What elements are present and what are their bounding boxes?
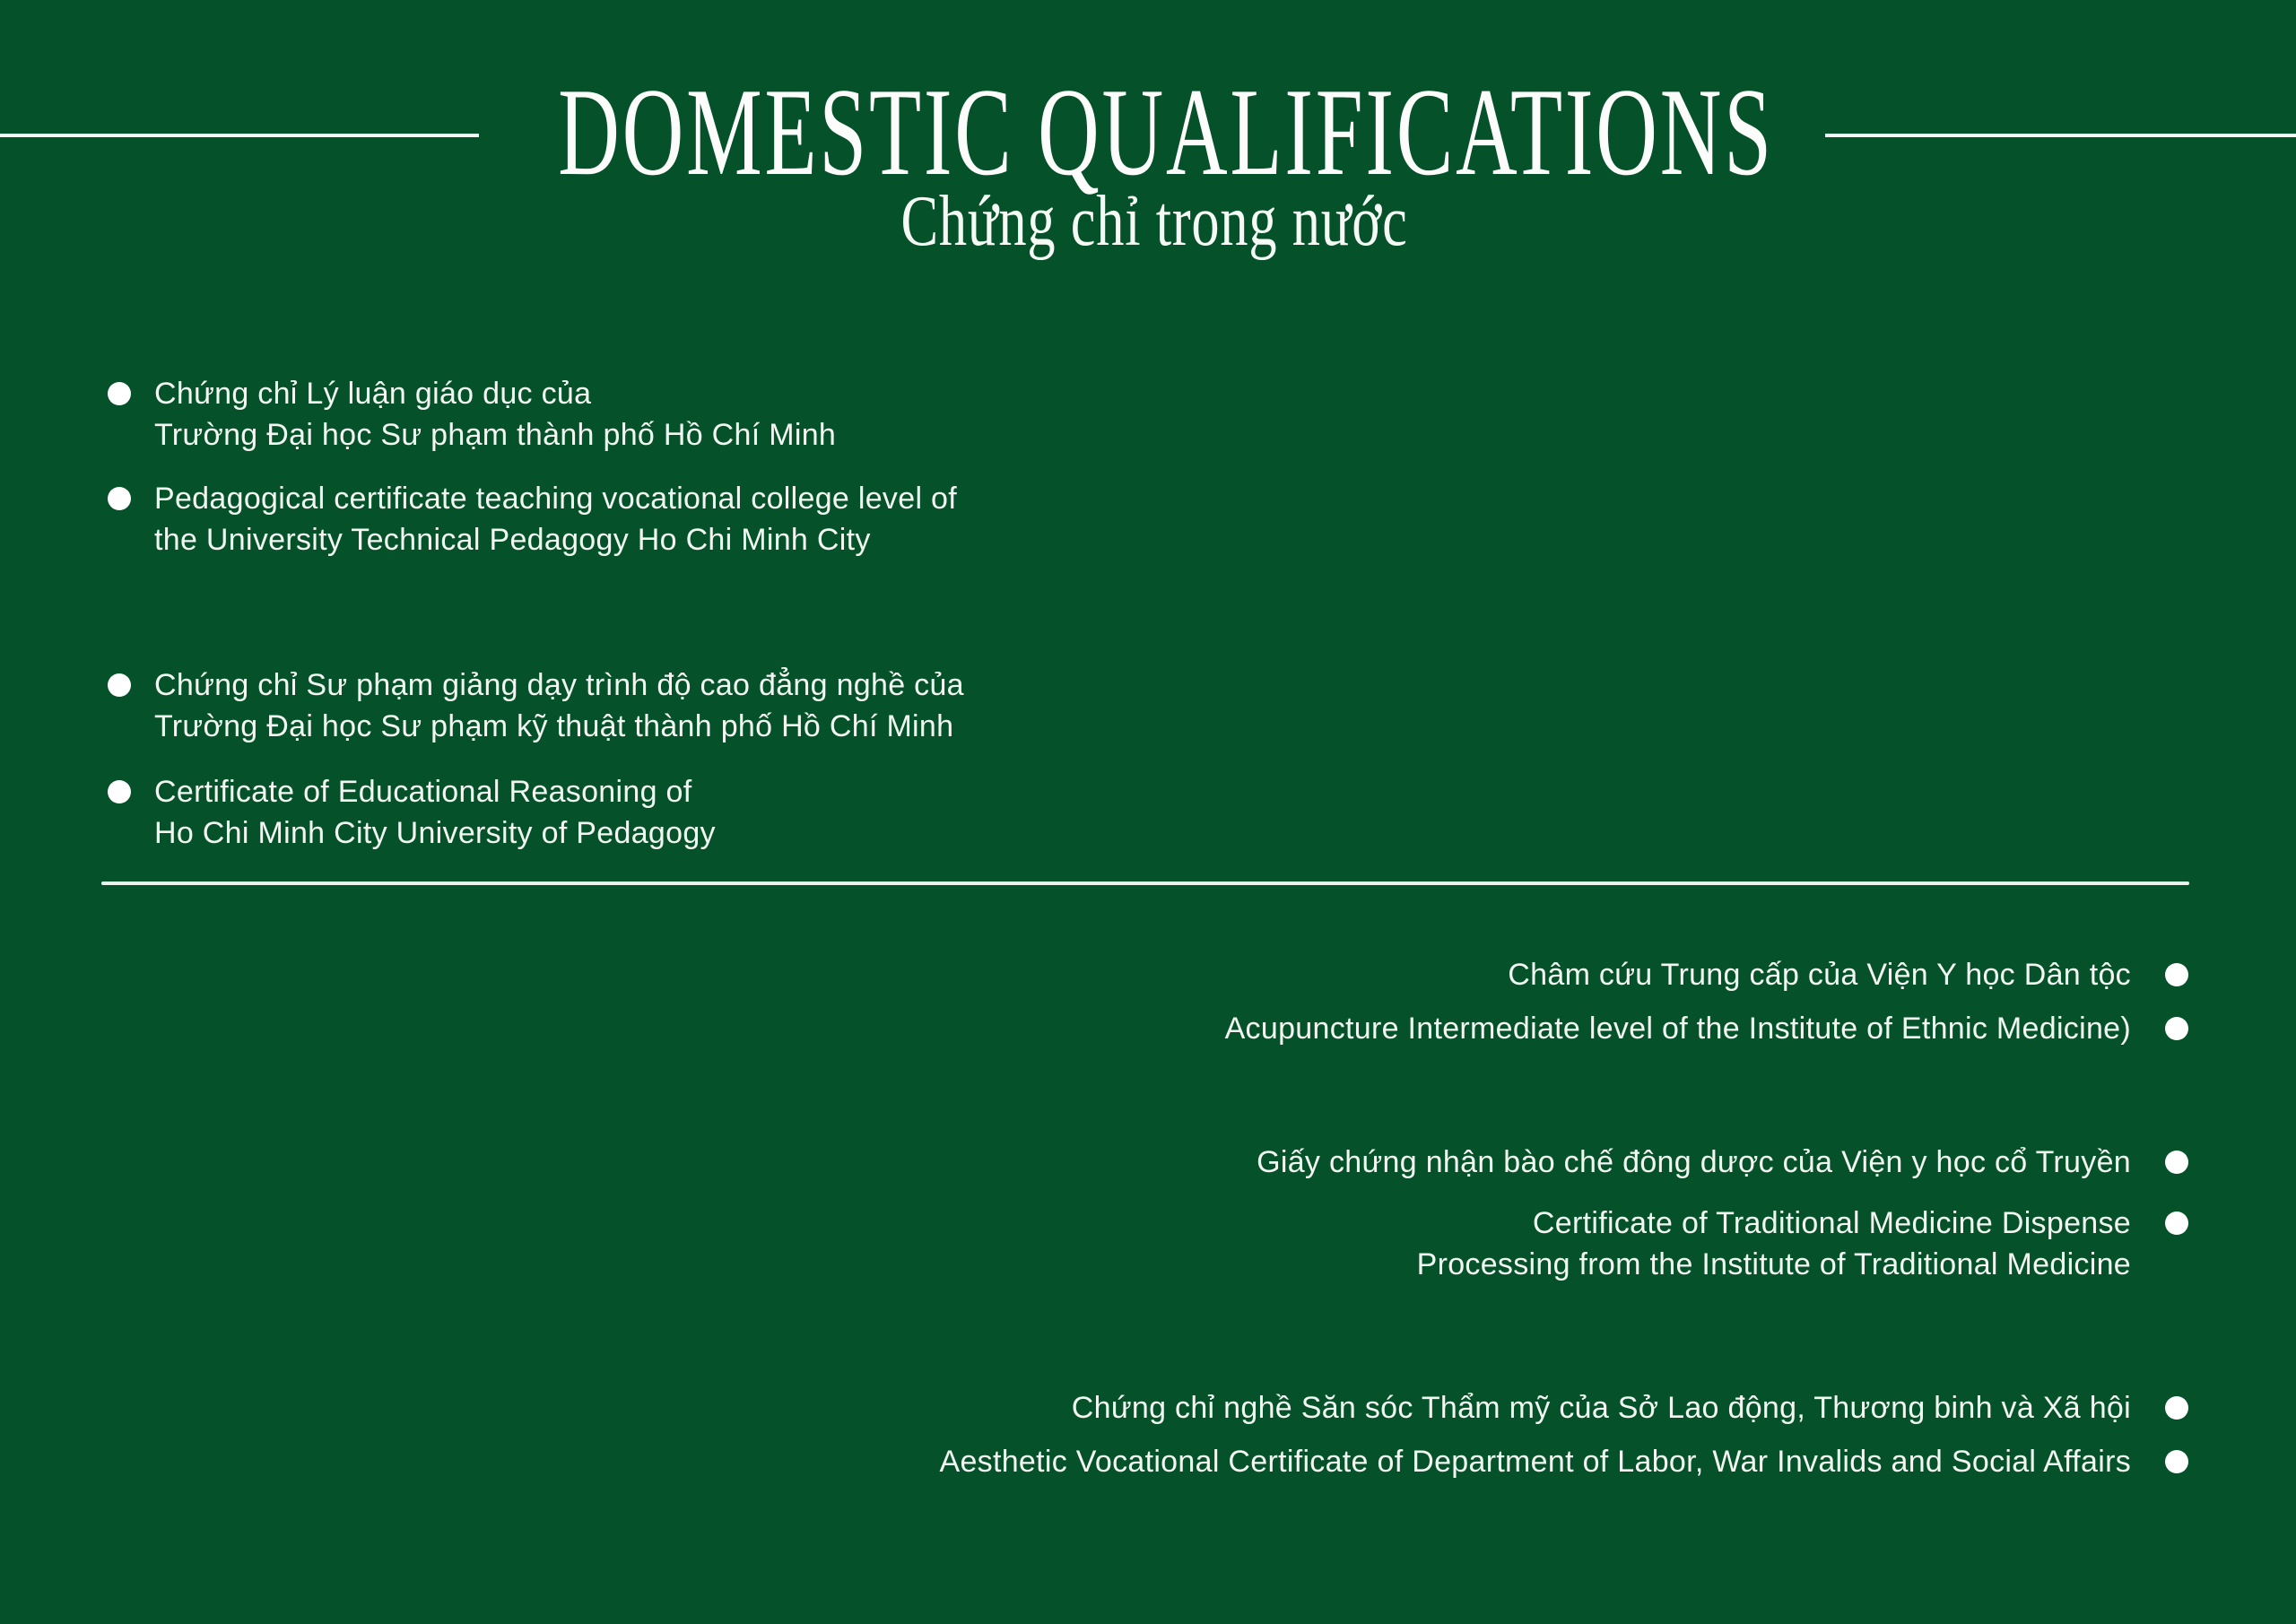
list-item — [108, 373, 836, 456]
bullet-icon — [2165, 1017, 2188, 1040]
page-title: DOMESTIC QUALIFICATIONS — [558, 63, 1774, 202]
list-item-line: Aesthetic Vocational Certificate of Department of Labor, War Invalids and Social Affairs — [939, 1445, 2131, 1479]
bullet-icon — [108, 673, 131, 697]
list-item — [1225, 1008, 2188, 1049]
list-item — [1072, 1387, 2188, 1429]
bullet-icon — [108, 382, 131, 405]
list-item-line: Ho Chi Minh City University of Pedagogy — [154, 816, 716, 850]
list-item-line: Certificate of Traditional Medicine Dispense — [1532, 1206, 2131, 1240]
list-item — [1257, 1142, 2188, 1183]
list-item-line: Chứng chỉ Lý luận giáo dục của — [154, 377, 592, 411]
list-item — [939, 1441, 2188, 1482]
list-item-line: Processing from the Institute of Traditional Medicine — [1416, 1247, 2131, 1281]
list-item-line: Châm cứu Trung cấp của Viện Y học Dân tộc — [1508, 958, 2131, 992]
list-item — [108, 478, 957, 560]
list-item — [108, 664, 964, 747]
bullet-icon — [2165, 1211, 2188, 1235]
page-subtitle: Chứng chỉ trong nước — [900, 182, 1408, 261]
bullet-icon — [108, 487, 131, 510]
bullet-icon — [108, 780, 131, 803]
list-item-line: Acupuncture Intermediate level of the Institute of Ethnic Medicine) — [1224, 1012, 2131, 1046]
bullet-icon — [2165, 1450, 2188, 1473]
list-item-line: the University Technical Pedagogy Ho Chi Minh City — [154, 523, 871, 557]
bullet-icon — [2165, 963, 2188, 986]
list-item-line: Trường Đại học Sư phạm kỹ thuật thành phố Hồ Chí Minh — [154, 709, 954, 743]
list-item-line: Trường Đại học Sư phạm thành phố Hồ Chí Minh — [154, 418, 837, 452]
list-item-line: Chứng chỉ Sư phạm giảng dạy trình độ cao đẳng nghề của — [154, 668, 964, 702]
list-item-line: Giấy chứng nhận bào chế đông dược của Viện y học cổ Truyền — [1257, 1145, 2131, 1179]
bullet-icon — [2165, 1396, 2188, 1420]
list-item — [1417, 1203, 2188, 1285]
list-item-line: Chứng chỉ nghề Săn sóc Thẩm mỹ của Sở Lao động, Thương binh và Xã hội — [1071, 1391, 2131, 1425]
list-item-line: Certificate of Educational Reasoning of — [154, 775, 692, 809]
list-item-line: Pedagogical certificate teaching vocational college level of — [154, 482, 957, 516]
list-item — [108, 771, 716, 854]
list-item — [1508, 954, 2188, 995]
bullet-icon — [2165, 1151, 2188, 1174]
divider-line — [101, 881, 2189, 885]
